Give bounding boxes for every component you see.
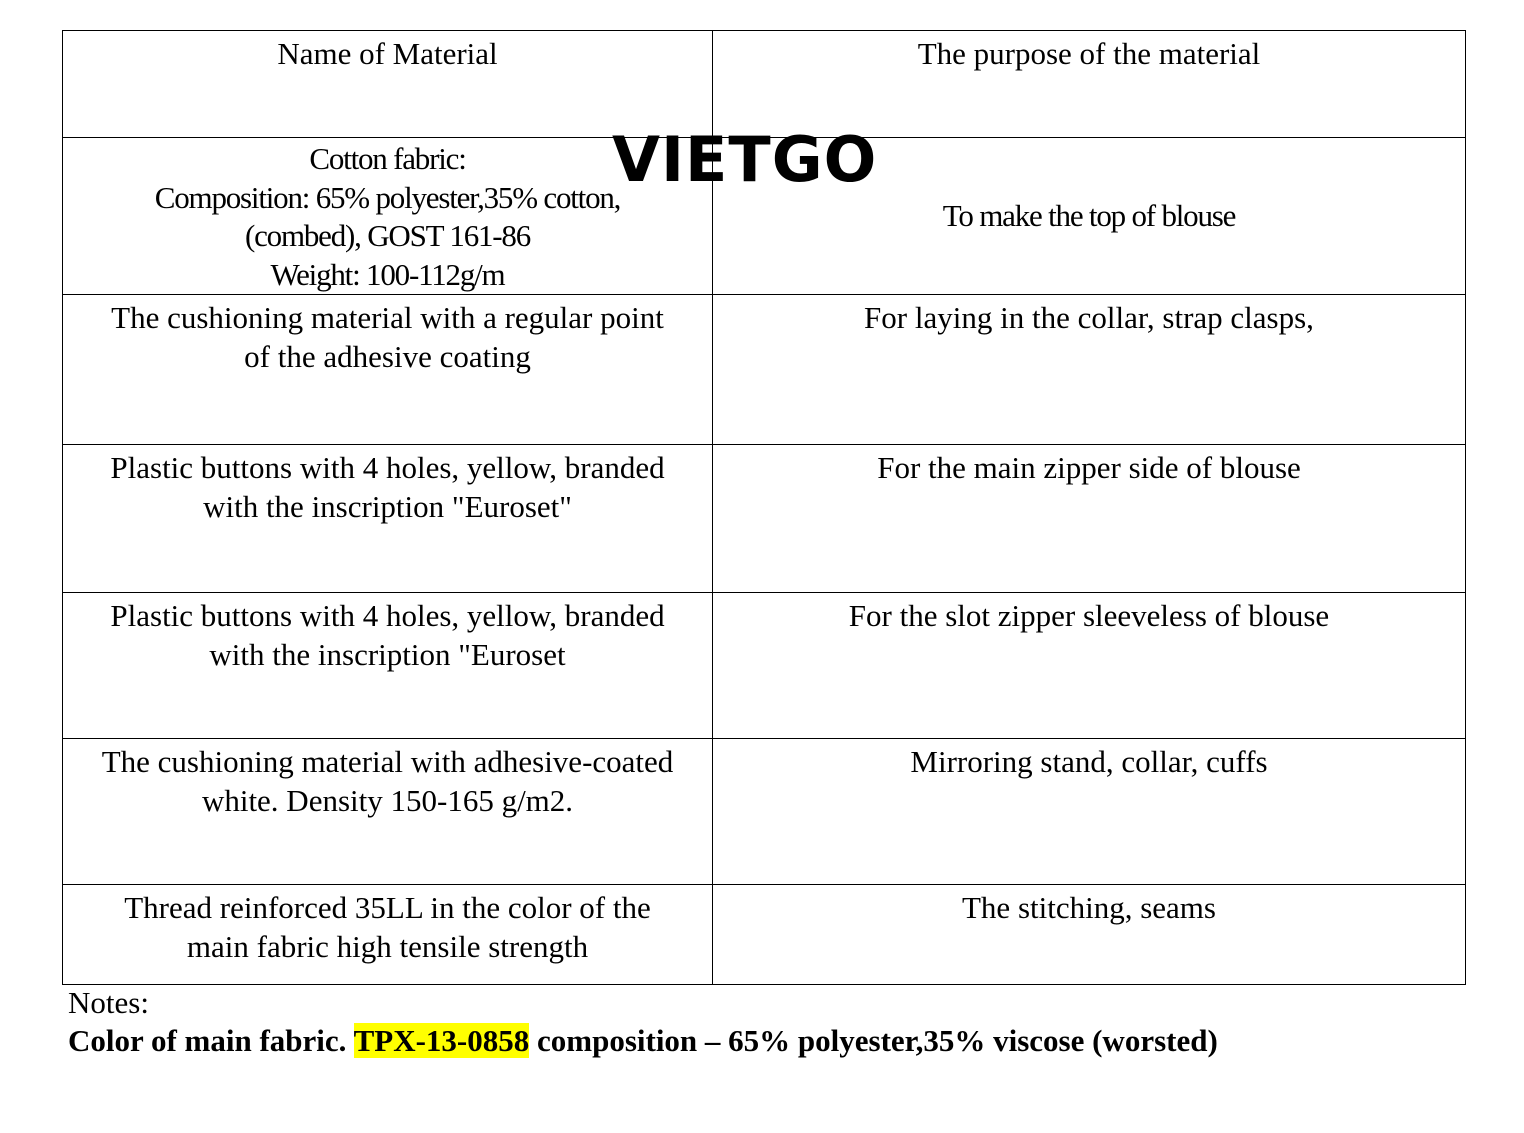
table-header-row [63, 31, 1466, 138]
header-material-label: Name of Material [277, 36, 498, 71]
vietgo-watermark: VIETGO [612, 123, 878, 196]
color-code-highlight: TPX-13-0858 [353, 1023, 530, 1058]
purpose-text: For laying in the collar, strap clasps, [864, 300, 1314, 335]
material-cell [63, 445, 713, 593]
material-text: Thread reinforced 35LL in the color of the main fabric high tensile strength [124, 890, 651, 964]
material-cell [63, 295, 713, 445]
header-purpose-label: The purpose of the material [917, 36, 1261, 71]
purpose-cell [713, 593, 1466, 739]
notes-color-line [68, 1022, 1218, 1060]
material-text: The cushioning material with adhesive-coated white. Density 150-165 g/m2. [101, 744, 674, 818]
notes-suffix: composition – 65% polyester,35% viscose (worsted) [529, 1023, 1218, 1058]
purpose-text: The stitching, seams [962, 890, 1216, 925]
material-text: Plastic buttons with 4 holes, yellow, branded with the inscription "Euroset [110, 598, 665, 672]
notes-label: Notes: [68, 985, 149, 1020]
header-cell-purpose [713, 31, 1466, 138]
material-text: Cotton fabric: Composition: 65% polyester,35% cotton, (combed), GOST 161-86 Weight: 100-112g/m [154, 141, 621, 292]
table-row [63, 138, 1466, 295]
table-row [63, 445, 1466, 593]
material-cell [63, 593, 713, 739]
table-row [63, 739, 1466, 885]
material-text: Plastic buttons with 4 holes, yellow, branded with the inscription "Euroset" [110, 450, 665, 524]
purpose-cell [713, 885, 1466, 985]
purpose-cell [713, 445, 1466, 593]
table-row [63, 885, 1466, 985]
purpose-cell [713, 295, 1466, 445]
materials-table [62, 30, 1466, 985]
purpose-text: To make the top of blouse [942, 197, 1236, 233]
purpose-text: Mirroring stand, collar, cuffs [910, 744, 1268, 779]
table-row [63, 593, 1466, 739]
table-row [63, 295, 1466, 445]
header-cell-material [63, 31, 713, 138]
purpose-cell [713, 739, 1466, 885]
material-cell [63, 739, 713, 885]
material-cell [63, 885, 713, 985]
purpose-text: For the main zipper side of blouse [877, 450, 1301, 485]
notes-prefix: Color of main fabric. [68, 1023, 354, 1058]
material-text: The cushioning material with a regular point of the adhesive coating [111, 300, 664, 374]
material-cell [63, 138, 713, 295]
purpose-text: For the slot zipper sleeveless of blouse [848, 598, 1330, 633]
purpose-cell [713, 138, 1466, 295]
notes-section [68, 984, 1218, 1060]
